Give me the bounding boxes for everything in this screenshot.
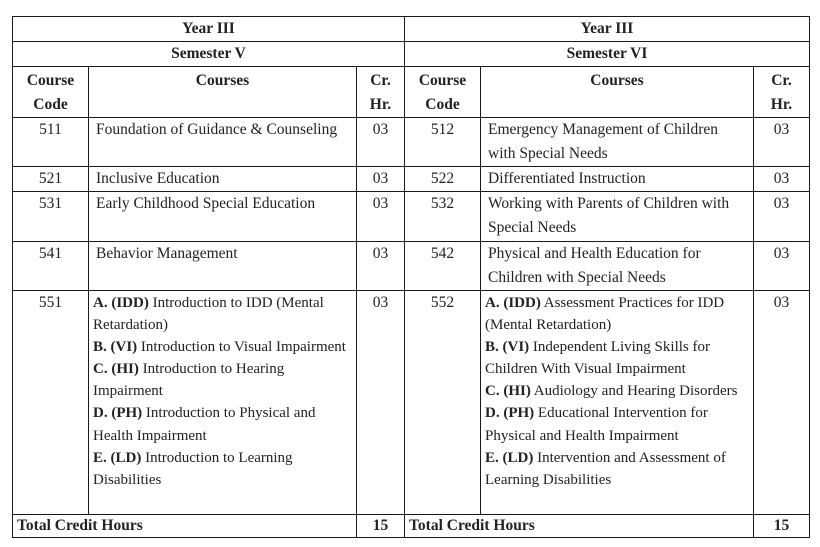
elective-option <box>485 402 749 446</box>
year-header-left: Year III <box>13 17 405 42</box>
course-title: Foundation of Guidance & Counseling <box>89 118 357 167</box>
col-header-text: Cr. <box>771 72 792 89</box>
credit-hours: 03 <box>357 242 405 291</box>
course-code: 551 <box>13 291 89 515</box>
credit-hours: 03 <box>357 118 405 167</box>
credit-hours: 03 <box>357 167 405 192</box>
option-label: C. (HI) <box>485 383 531 400</box>
elective-option <box>93 336 352 358</box>
table-row <box>13 242 810 291</box>
year-header-right: Year III <box>405 17 810 42</box>
semester-header-right: Semester VI <box>405 42 810 67</box>
semester-header-left: Semester V <box>13 42 405 67</box>
option-label: E. (LD) <box>485 449 534 466</box>
course-title: Emergency Management of Children with Special Needs <box>481 118 754 167</box>
elective-options <box>89 291 357 515</box>
col-header-text: Course <box>26 72 75 89</box>
course-code: 541 <box>13 242 89 291</box>
option-text: Introduction to Visual Impairment <box>137 339 346 356</box>
course-code: 522 <box>405 167 481 192</box>
course-code: 552 <box>405 291 481 515</box>
course-code: 511 <box>13 118 89 167</box>
col-header-course-code <box>13 67 89 118</box>
col-header-credit-hours <box>754 67 810 118</box>
table-row <box>13 118 810 167</box>
elective-option <box>485 380 749 402</box>
option-label: B. (VI) <box>485 339 530 356</box>
option-label: A. (IDD) <box>93 295 149 311</box>
total-credit-hours-value: 15 <box>754 515 810 538</box>
col-header-credit-hours <box>357 67 405 118</box>
credit-hours: 03 <box>754 291 810 515</box>
option-label: D. (PH) <box>93 405 143 422</box>
course-title: Early Childhood Special Education <box>89 192 357 242</box>
course-code: 531 <box>13 192 89 242</box>
course-code: 532 <box>405 192 481 242</box>
col-header-courses: Courses <box>481 67 754 118</box>
course-code: 512 <box>405 118 481 167</box>
elective-option <box>485 447 749 491</box>
total-credit-hours-label: Total Credit Hours <box>13 515 357 538</box>
credit-hours: 03 <box>754 118 810 167</box>
elective-option <box>93 402 352 446</box>
course-title: Physical and Health Education for Children with Special Needs <box>481 242 754 291</box>
col-header-text: Cr. <box>370 72 391 89</box>
col-header-text: Course <box>418 72 467 89</box>
course-code: 521 <box>13 167 89 192</box>
col-header-courses: Courses <box>89 67 357 118</box>
elective-option <box>485 336 749 380</box>
credit-hours: 03 <box>357 192 405 242</box>
credit-hours: 03 <box>754 242 810 291</box>
col-header-text: Hr. <box>770 96 793 113</box>
table-row <box>13 192 810 242</box>
total-credit-hours-value: 15 <box>357 515 405 538</box>
credit-hours: 03 <box>357 291 405 515</box>
option-text: Intervention and Assessment of Learning Disabilities <box>485 449 726 488</box>
course-title: Working with Parents of Children with Special Needs <box>481 192 754 242</box>
credit-hours: 03 <box>754 167 810 192</box>
option-text: Introduction to Learning Disabilities <box>93 449 293 488</box>
course-title: Behavior Management <box>89 242 357 291</box>
option-text: Assessment Practices for IDD (Mental Retardation) <box>485 295 725 334</box>
total-row <box>13 515 810 538</box>
course-title: Inclusive Education <box>89 167 357 192</box>
elective-option <box>485 292 749 336</box>
col-header-text: Hr. <box>369 96 392 113</box>
col-header-course-code <box>405 67 481 118</box>
option-label: D. (PH) <box>485 405 535 422</box>
course-title: Differentiated Instruction <box>481 167 754 192</box>
elective-option <box>93 447 352 491</box>
option-text: Introduction to Physical and Health Impairment <box>93 405 316 444</box>
option-label: B. (VI) <box>93 339 138 356</box>
col-header-text: Code <box>425 96 460 113</box>
option-label: C. (HI) <box>93 361 139 378</box>
course-code: 542 <box>405 242 481 291</box>
credit-hours: 03 <box>754 192 810 242</box>
option-text: Introduction to Hearing Impairment <box>93 361 285 400</box>
curriculum-table <box>12 16 810 538</box>
option-label: E. (LD) <box>93 449 142 466</box>
col-header-text: Code <box>33 96 68 113</box>
option-text: Independent Living Skills for Children With Visual Impairment <box>485 339 710 378</box>
option-text: Audiology and Hearing Disorders <box>530 383 738 400</box>
option-label: A. (IDD) <box>485 295 541 311</box>
table-row <box>13 167 810 192</box>
total-credit-hours-label: Total Credit Hours <box>405 515 754 538</box>
elective-option <box>93 358 352 402</box>
table-row-elective <box>13 291 810 515</box>
elective-option <box>93 292 352 336</box>
elective-options <box>481 291 754 515</box>
option-text: Educational Intervention for Physical and Health Impairment <box>485 405 708 444</box>
option-text: Introduction to IDD (Mental Retardation) <box>93 295 324 334</box>
